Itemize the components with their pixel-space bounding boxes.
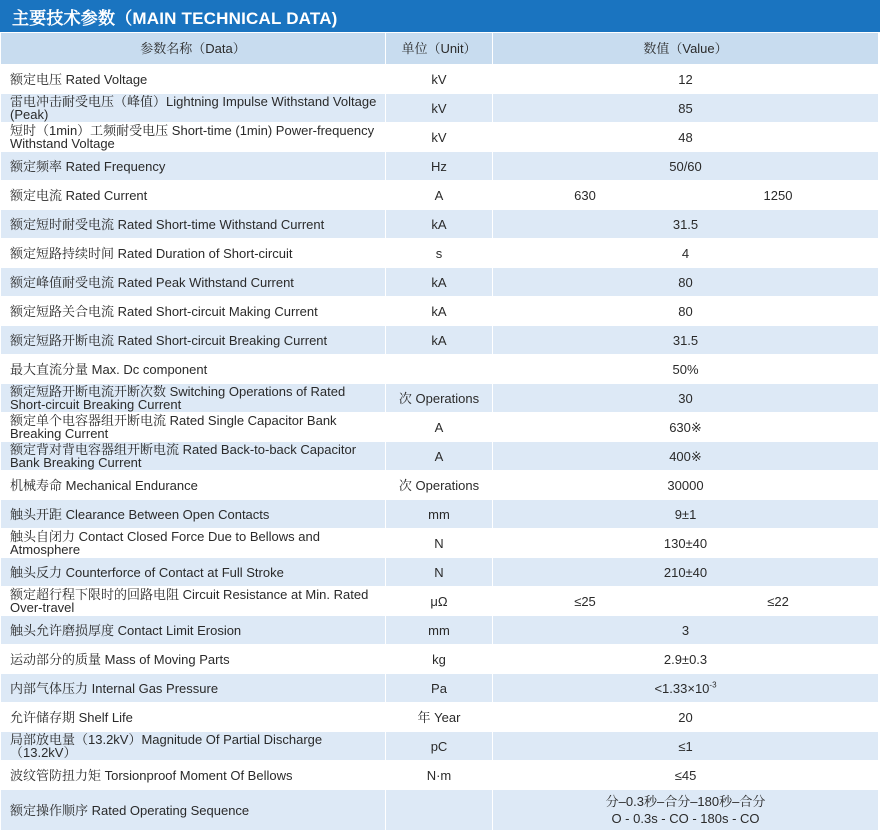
row-name: 额定短路持续时间 Rated Duration of Short-circuit	[1, 239, 386, 268]
row-name: 额定短时耐受电流 Rated Short-time Withstand Current	[1, 210, 386, 239]
table-row	[1, 239, 879, 268]
technical-data-table	[0, 32, 879, 831]
value-base: <1.33×10	[654, 680, 710, 696]
row-value: 50%	[493, 355, 879, 384]
row-name: 额定频率 Rated Frequency	[1, 152, 386, 181]
row-unit: 次 Operations	[386, 471, 493, 500]
row-unit: kV	[386, 65, 493, 94]
row-value-630: ≤25	[493, 587, 678, 616]
row-unit: s	[386, 239, 493, 268]
row-unit: kA	[386, 268, 493, 297]
table-row	[1, 326, 879, 355]
table-row	[1, 674, 879, 703]
row-unit: 年 Year	[386, 703, 493, 732]
table-row	[1, 790, 879, 831]
table-row	[1, 442, 879, 471]
table-row	[1, 587, 879, 616]
row-name: 短时（1min）工频耐受电压 Short-time (1min) Power-frequency Withstand Voltage	[1, 123, 386, 152]
row-value: 12	[493, 65, 879, 94]
table-row	[1, 355, 879, 384]
table-header-row	[1, 33, 879, 65]
row-unit: kg	[386, 645, 493, 674]
table-row	[1, 152, 879, 181]
row-unit: μΩ	[386, 587, 493, 616]
row-value-1250: ≤22	[678, 587, 879, 616]
row-name: 触头开距 Clearance Between Open Contacts	[1, 500, 386, 529]
row-name: 额定短路开断电流 Rated Short-circuit Breaking Current	[1, 326, 386, 355]
row-name: 内部气体压力 Internal Gas Pressure	[1, 674, 386, 703]
row-name: 局部放电量（13.2kV）Magnitude Of Partial Discharge（13.2kV）	[1, 732, 386, 761]
header-unit: 单位（Unit）	[386, 33, 493, 65]
table-row	[1, 616, 879, 645]
row-unit	[386, 355, 493, 384]
row-name: 额定峰值耐受电流 Rated Peak Withstand Current	[1, 268, 386, 297]
row-name: 波纹管防扭力矩 Torsionproof Moment Of Bellows	[1, 761, 386, 790]
row-name: 额定电流 Rated Current	[1, 181, 386, 210]
table-row	[1, 761, 879, 790]
row-unit: kV	[386, 123, 493, 152]
row-name: 允许储存期 Shelf Life	[1, 703, 386, 732]
row-value: 9±1	[493, 500, 879, 529]
row-unit	[386, 790, 493, 831]
row-value: 2.9±0.3	[493, 645, 879, 674]
page-title: 主要技术参数（MAIN TECHNICAL DATA)	[0, 0, 880, 32]
row-unit: N	[386, 529, 493, 558]
row-name: 额定单个电容器组开断电流 Rated Single Capacitor Bank Breaking Current	[1, 413, 386, 442]
table-row	[1, 413, 879, 442]
row-unit: N	[386, 558, 493, 587]
row-value: 48	[493, 123, 879, 152]
row-value: 30	[493, 384, 879, 413]
row-value: 210±40	[493, 558, 879, 587]
row-value: 20	[493, 703, 879, 732]
row-name: 机械寿命 Mechanical Endurance	[1, 471, 386, 500]
row-unit: kV	[386, 94, 493, 123]
row-name: 额定短路开断电流开断次数 Switching Operations of Rated Short-circuit Breaking Current	[1, 384, 386, 413]
value-exponent: -3	[709, 680, 717, 690]
table-row	[1, 123, 879, 152]
row-name: 雷电冲击耐受电压（峰值）Lightning Impulse Withstand Voltage (Peak)	[1, 94, 386, 123]
row-value: 80	[493, 268, 879, 297]
row-name: 额定操作顺序 Rated Operating Sequence	[1, 790, 386, 831]
row-unit: 次 Operations	[386, 384, 493, 413]
table-row	[1, 268, 879, 297]
value-line-cn: 分–0.3秒–合分–180秒–合分	[605, 794, 766, 809]
row-value: 80	[493, 297, 879, 326]
row-value: 31.5	[493, 326, 879, 355]
row-name: 最大直流分量 Max. Dc component	[1, 355, 386, 384]
value-line-en: O - 0.3s - CO - 180s - CO	[611, 811, 760, 826]
row-unit: Hz	[386, 152, 493, 181]
row-name: 额定背对背电容器组开断电流 Rated Back-to-back Capacitor Bank Breaking Current	[1, 442, 386, 471]
row-name: 触头自闭力 Contact Closed Force Due to Bellows and Atmosphere	[1, 529, 386, 558]
row-unit: A	[386, 181, 493, 210]
row-unit: Pa	[386, 674, 493, 703]
row-unit: A	[386, 413, 493, 442]
table-row	[1, 703, 879, 732]
row-name: 触头反力 Counterforce of Contact at Full Stroke	[1, 558, 386, 587]
row-unit: mm	[386, 500, 493, 529]
table-row	[1, 210, 879, 239]
table-row	[1, 529, 879, 558]
row-value-1250: 1250	[678, 181, 879, 210]
row-value-630: 630	[493, 181, 678, 210]
row-value: 4	[493, 239, 879, 268]
row-name: 触头允许磨损厚度 Contact Limit Erosion	[1, 616, 386, 645]
header-value: 数值（Value）	[493, 33, 879, 65]
table-row	[1, 384, 879, 413]
row-unit: kA	[386, 210, 493, 239]
row-value	[493, 790, 879, 831]
table-row	[1, 732, 879, 761]
row-unit: kA	[386, 326, 493, 355]
row-value: ≤1	[493, 732, 879, 761]
row-value: 31.5	[493, 210, 879, 239]
header-parameter-name: 参数名称（Data）	[1, 33, 386, 65]
row-value: 3	[493, 616, 879, 645]
row-unit: kA	[386, 297, 493, 326]
row-value: 50/60	[493, 152, 879, 181]
row-name: 额定电压 Rated Voltage	[1, 65, 386, 94]
table-row	[1, 94, 879, 123]
row-unit: N·m	[386, 761, 493, 790]
table-row	[1, 645, 879, 674]
table-row	[1, 297, 879, 326]
row-value: ≤45	[493, 761, 879, 790]
row-unit: pC	[386, 732, 493, 761]
row-unit: mm	[386, 616, 493, 645]
row-value: 400※	[493, 442, 879, 471]
row-value: 130±40	[493, 529, 879, 558]
table-row	[1, 181, 879, 210]
row-value: 30000	[493, 471, 879, 500]
row-value: 630※	[493, 413, 879, 442]
row-unit: A	[386, 442, 493, 471]
row-value	[493, 674, 879, 703]
row-value: 85	[493, 94, 879, 123]
table-row	[1, 471, 879, 500]
table-row	[1, 500, 879, 529]
row-name: 额定短路关合电流 Rated Short-circuit Making Current	[1, 297, 386, 326]
row-name: 额定超行程下限时的回路电阻 Circuit Resistance at Min. Rated Over-travel	[1, 587, 386, 616]
table-row	[1, 558, 879, 587]
table-row	[1, 65, 879, 94]
row-name: 运动部分的质量 Mass of Moving Parts	[1, 645, 386, 674]
